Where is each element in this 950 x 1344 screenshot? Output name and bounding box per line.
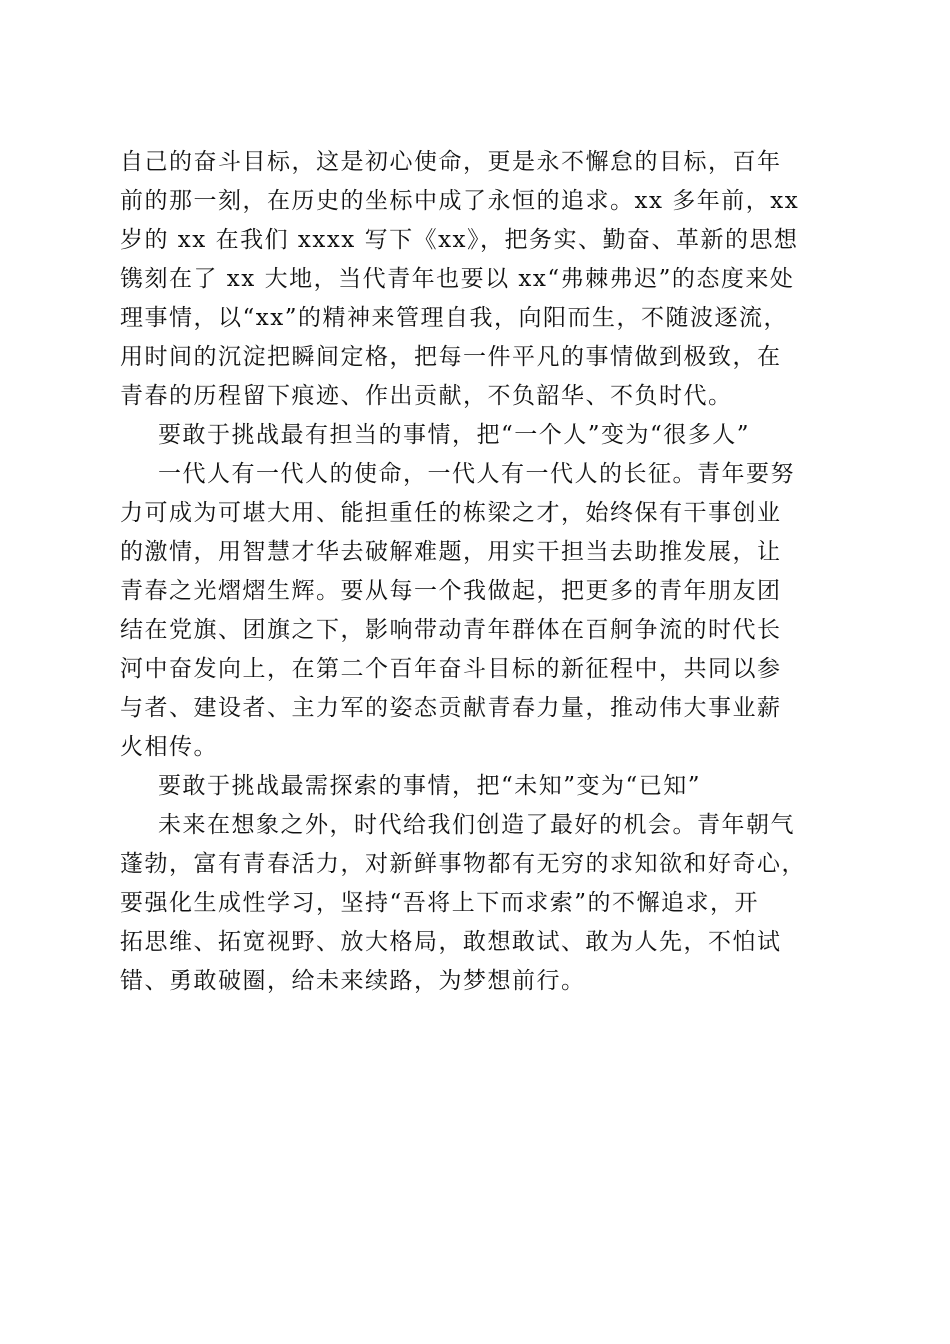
body-line: 岁的 xx 在我们 xxxx 写下《xx》，把务实、勤奋、革新的思想 bbox=[120, 227, 799, 253]
body-line: 力可成为可堪大用、能担重任的栋梁之才，始终保有干事创业 bbox=[120, 500, 782, 526]
body-line: 青春的历程留下痕迹、作出贡献，不负韶华、不负时代。 bbox=[120, 383, 733, 409]
body-line: 未来在想象之外，时代给我们创造了最好的机会。青年朝气 bbox=[158, 812, 795, 838]
body-line: 镌刻在了 xx 大地，当代青年也要以 xx“弗棘弗迟”的态度来处 bbox=[120, 266, 795, 292]
body-line: 拓思维、拓宽视野、放大格局，敢想敢试、敢为人先，不怕试 bbox=[120, 929, 782, 955]
document-body bbox=[120, 143, 832, 1001]
body-line: 错、勇敢破圈，给未来续路，为梦想前行。 bbox=[120, 968, 586, 994]
body-line: 蓬勃，富有青春活力，对新鲜事物都有无穷的求知欲和好奇心， bbox=[120, 851, 806, 877]
body-line: 的激情，用智慧才华去破解难题，用实干担当去助推发展，让 bbox=[120, 539, 782, 565]
body-line: 前的那一刻，在历史的坐标中成了永恒的追求。xx 多年前，xx bbox=[120, 188, 800, 214]
section-heading: 要敢于挑战最需探索的事情，把“未知”变为“已知” bbox=[158, 773, 702, 799]
body-line: 青春之光熠熠生辉。要从每一个我做起，把更多的青年朋友团 bbox=[120, 578, 782, 604]
body-line: 一代人有一代人的使命，一代人有一代人的长征。青年要努 bbox=[158, 461, 795, 487]
section-heading: 要敢于挑战最有担当的事情，把“一个人”变为“很多人” bbox=[158, 422, 751, 448]
body-line: 要强化生成性学习，坚持“吾将上下而求索”的不懈追求，开 bbox=[120, 890, 760, 916]
body-line: 结在党旗、团旗之下，影响带动青年群体在百舸争流的时代长 bbox=[120, 617, 782, 643]
body-line: 火相传。 bbox=[120, 734, 218, 760]
body-line: 自己的奋斗目标，这是初心使命，更是永不懈怠的目标，百年 bbox=[120, 149, 782, 175]
body-line: 河中奋发向上，在第二个百年奋斗目标的新征程中，共同以参 bbox=[120, 656, 782, 682]
body-line: 用时间的沉淀把瞬间定格，把每一件平凡的事情做到极致，在 bbox=[120, 344, 782, 370]
body-line: 与者、建设者、主力军的姿态贡献青春力量，推动伟大事业薪 bbox=[120, 695, 782, 721]
body-line: 理事情，以“xx”的精神来管理自我，向阳而生，不随波逐流， bbox=[120, 305, 788, 331]
